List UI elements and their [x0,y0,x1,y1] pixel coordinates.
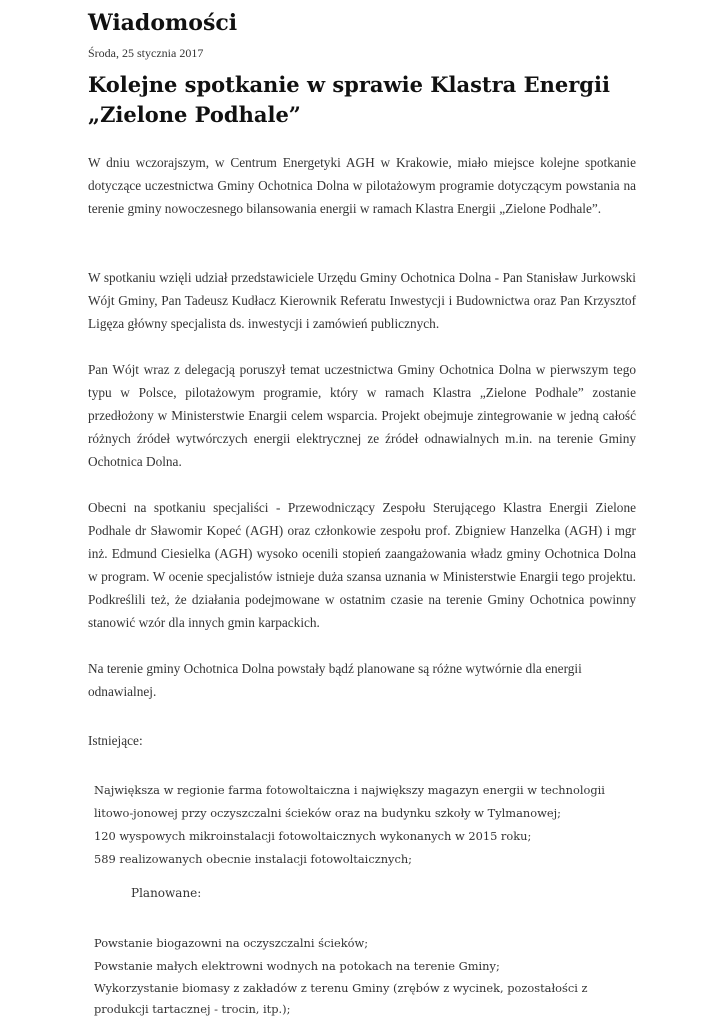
existing-item-1: Największa w regionie farma fotowoltaiczna i największy magazyn energii w technologii [94,783,605,797]
existing-item-1-cont: litowo-jonowej przy oczyszczalni ścieków oraz na budynku szkoły w Tylmanowej; [94,806,561,820]
paragraph-1: W dniu wczorajszym, w Centrum Energetyki AGH w Krakowie, miało miejsce kolejne spotkanie dotyczące uczestnictwa Gminy Ochotnica Dolna w pilotażowym programie dotyczącym powstania na terenie gminy nowoczesnego bilansowania energii w ramach Klastra Energii „Zielone Podhale”. [88,155,636,216]
paragraph-2: W spotkaniu wzięli udział przedstawiciele Urzędu Gminy Ochotnica Dolna - Pan Stanisław Jurkowski Wójt Gminy, Pan Tadeusz Kudłacz Kierownik Referatu Inwestycji i Budownictwa oraz Pan Krzysztof Ligęza główny specjalista ds. inwestycji i zamówień publicznych. [88,270,636,331]
existing-heading: Istniejące: [88,733,143,748]
paragraph-4: Obecni na spotkaniu specjaliści - Przewodniczący Zespołu Sterującego Klastra Energii Zielone Podhale dr Sławomir Kopeć (AGH) oraz członkowie zespołu prof. Zbigniew Hanzelka (AGH) i mgr inż. Edmund Ciesielka (AGH) wysoko ocenili stopień zaangażowania władz gminy Ochotnica Dolna w program. W ocenie specjalistów istnieje duża szansa uznania w Ministerstwie Enargii tego projektu. Podkreślili też, że działania podejmowane w ostatnim czasie na terenie Gminy Ochotnica powinny stanowić wzór dla innych gmin karpackich. [88,500,636,630]
planned-item-1: Powstanie biogazowni na oczyszczalni ścieków; [94,936,369,950]
planned-item-2: Powstanie małych elektrowni wodnych na potokach na terenie Gminy; [94,959,500,973]
section-title: Wiadomości [88,10,238,36]
planned-item-3-cont: produkcji tartacznej - trocin, itp.); [94,1002,291,1016]
planned-item-3: Wykorzystanie biomasy z zakładów z terenu Gminy (zrębów z wycinek, pozostałości z [94,981,588,995]
paragraph-3: Pan Wójt wraz z delegacją poruszył temat uczestnictwa Gminy Ochotnica Dolna w pierwszym tego typu w Polsce, pilotażowym programie, który w ramach Klastra „Zielone Podhale” zostanie przedłożony w Ministerstwie Enargii celem wsparcia. Projekt obejmuje zintegrowanie w jedną całość różnych źródeł wytwórczych energii elektrycznej ze źródeł odnawialnych m.in. na terenie Gminy Ochotnica Dolna. [88,362,636,469]
existing-item-2: 120 wyspowych mikroinstalacji fotowoltaicznych wykonanych w 2015 roku; [94,829,532,843]
planned-heading: Planowane: [131,886,202,900]
existing-item-3: 589 realizowanych obecnie instalacji fotowoltaicznych; [94,852,413,866]
article-title: Kolejne spotkanie w sprawie Klastra Energii „Zielone Podhale” [88,72,610,127]
article-date: Środa, 25 stycznia 2017 [88,46,204,60]
paragraph-5: Na terenie gminy Ochotnica Dolna powstały bądź planowane są różne wytwórnie dla energii odnawialnej. [88,661,582,699]
